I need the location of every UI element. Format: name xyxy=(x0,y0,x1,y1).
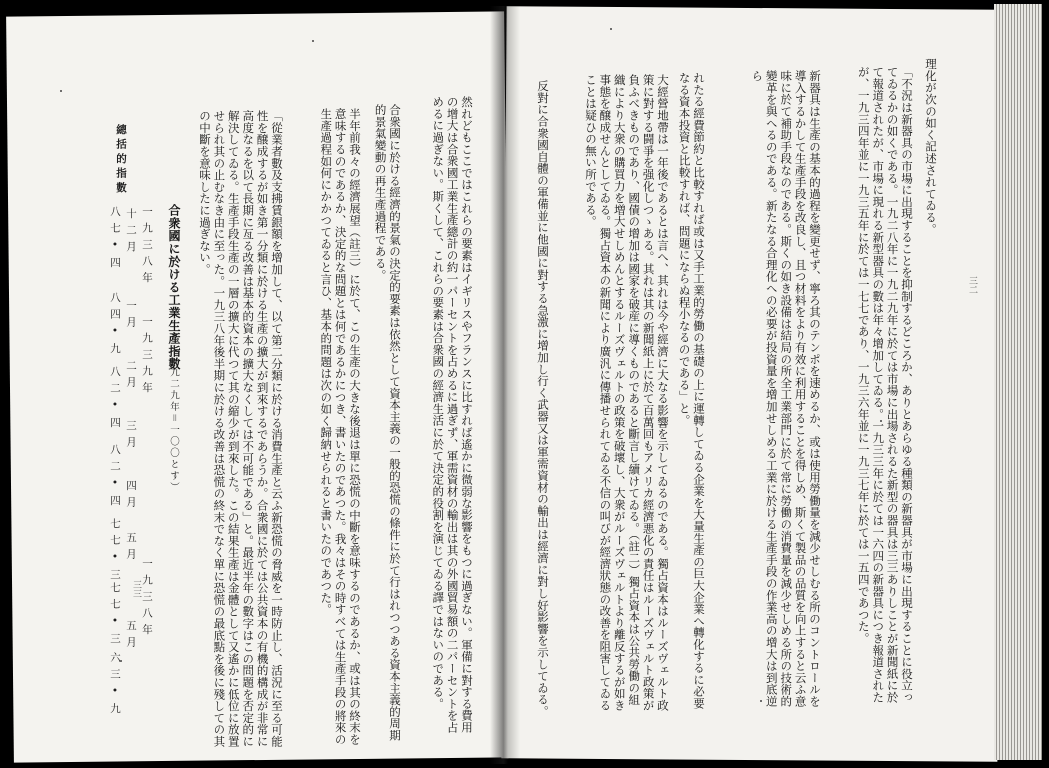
left-paragraph-but: 然れどもここではこれらの要素はイギリスやフランスに比すれば遙かに微弱な影響をもつに過ぎない。軍備に對する費用の增大は合衆國工業生產總計の約一パーセントを占めるに過ぎず、軍需資材の輸出は其の外國貿易額の二パーセントを占めるに過ぎない。斯くして、これらの要素は合衆國の經濟生活に於て決定的役割を演じてゐる譯ではないのである。 xyxy=(431,96,474,734)
table-month-may: 五月 xyxy=(125,532,137,565)
table-value-1939-feb: 八二•四 xyxy=(109,444,121,512)
right-page-number: 三二 xyxy=(967,276,977,294)
table-value-1939-apr: 七七•三 xyxy=(109,518,121,586)
scan-speck xyxy=(610,28,612,30)
table-value-1938-may: 六三•九 xyxy=(109,652,121,720)
table-month-dec: 十二月 xyxy=(125,208,137,258)
table-year-1938-right: 一九三八年 xyxy=(141,558,153,641)
table-year-1939: 一九三九年 xyxy=(141,316,153,399)
book-gutter xyxy=(490,6,520,764)
table-year-1938: 一九三八年 xyxy=(141,206,153,289)
table-title: 合衆國に於ける工業生產指數 xyxy=(167,204,181,371)
right-paragraph-cost: れたる經費節約と比較すれば或は又手工業的勞働の基礎の上に運轉してゐる企業を大量生產の巨大企業へ轉化するに必要なる資本投資と比較すれば、問題にならぬ程小なるのである」と。 xyxy=(677,72,706,710)
left-paragraph-quote: 「從業者數及支拂賃銀額を增加して、以て第二分類に於ける消費生產と云ふ新恐慌の脅威を一時防止し、活況に至る可能性を醸成するが如き第一分類に於ける生產の擴大が到來するであらうか。合衆國に於ては公共資本の有機的構成が非常に高度なるを以て長期に亙る改善は基本的資本の擴大なくしては不可能である」と。最近半年の數字はこの問題を否定的に解決してゐる。生產手段生產の一層の擴大に代つて其の縮少が到來した。この結果生產は金體として又遙かに低位に放置せられ其の止むなき由に至った。一九三八年後半期に於ける改善は恐慌の終末でなく單に恐慌の最底點を後に殘しての其の中斷を意味したに過ぎない。 xyxy=(197,110,284,748)
table-month-apr: 四月 xyxy=(125,480,137,513)
left-paragraph-halfyear: 半年前我々の經濟展望（註三）に於て、この生產の大きな後退は單に恐慌の中斷を意味するのであるか、或は其の終末を意味するのであるか、決定的な問題とは何であるかにつき、書いたのであつた。我々はその時すべては生產手段の將來の生產過程如何にかかつてゐると言ひ、基本的問題は次の如く歸納せられると書いたのであつた。 xyxy=(319,108,362,746)
right-paragraph-quote: 「不況は新器具の市場に出現することを抑制するどころか、ありとあらゆる種類の新器具が市場に出現することに役立ってゐるかの如くである。一九二八年に一九二九年に於ては市場に出場されるた新型の器具は三三ありしことが新聞紙に於て報道されたが、市場に現れる新型器具の數は年々增加してゐる。一九三三年に於ては一六四の新器具につき報道されたが、一九三四年並に一九三五年に於ては一七七であり、一九三六年並に一九三七年に於ては一五四であつた。 xyxy=(856,66,914,704)
right-line-1: 理化が次の如く記述されてゐる。 xyxy=(924,58,938,235)
table-value-1939-may: 七七•三 xyxy=(109,582,121,650)
table-row-label: 總括的指數 xyxy=(115,124,127,197)
table-value-1938-dec: 八四•九 xyxy=(109,292,121,360)
page-edges xyxy=(994,4,1042,760)
right-paragraph-newtools: 新器具は生產の基本的過程を變更せず、寧ろ其のテンポを速めるか、或は使用勞働量を減少せしむる所のコントロールを導入するかして生產手段を改良し、且つ材料をより有效に利用することを得しめ、斯くて製品の品質を向上すると云ふ意味に於て補助手段なのである。斯くの如き設備は結局の所全工業部門に於て常に勞働の消費量を減少せしめる所の技術的變革を與へるのである。新たなる合理化への必要が投資量を增加せしめる工業に於ける生產手段の作業高の增大は到底逆ら xyxy=(750,70,822,708)
scan-speck xyxy=(60,90,62,92)
table-value-1939-jan: 八二•四 xyxy=(109,366,121,434)
right-paragraph-monopoly: 大經營地帶は一年後であるとは言へ、其れは今や經濟に大なる影響を示してゐるのである。獨占資本はルーズヴェルト政策に對する闘爭を强化しつゝある。其れは其の新聞紙上に於て百萬回もアメリカ經濟悪化の責任はルーズヴェルト政策が負ふべきものであり、國債の增加は國家を破産に導くものであると斷言し續けてゐる。（註二）獨占資本は公共勞働の組織により大衆の購買力を増大せしめんとするルーズヴェルトの政策を破壞し、大衆がルーズヴェルトより離反するが如き事態を醸成せんとしてゐる。獨占資本の新聞により廣汎に傳播せられてゐる不信の叫びが經濟狀態の改善を阻害してゐることは疑ひの無い所である。 xyxy=(583,74,670,712)
left-paragraph-decisive: 合衆國に於ける經濟的景氣の決定的要素は依然として資本主義の一般的恐慌の條件に於て行はれつつある資本主義的周期的景氣變動の再生產過程である。 xyxy=(373,104,402,742)
table-title-note: （一九二九年＝一〇〇とす） xyxy=(168,344,179,494)
table-month-may-1938: 五月 xyxy=(125,620,137,653)
left-page-number: 三三 xyxy=(131,580,141,598)
table-month-mar: 三月 xyxy=(125,420,137,453)
table-month-jan: 一月 xyxy=(125,300,137,333)
right-paragraph-armament: 反對に合衆國自體の軍備並に他國に對する急激に增加し行く武器又は軍需資材の輸出は經濟に對し好影響を示してゐる。 xyxy=(536,80,550,718)
scan-speck xyxy=(312,40,314,42)
table-value-1938-avg: 八七•四 xyxy=(109,206,121,274)
table-month-feb: 二月 xyxy=(125,360,137,393)
